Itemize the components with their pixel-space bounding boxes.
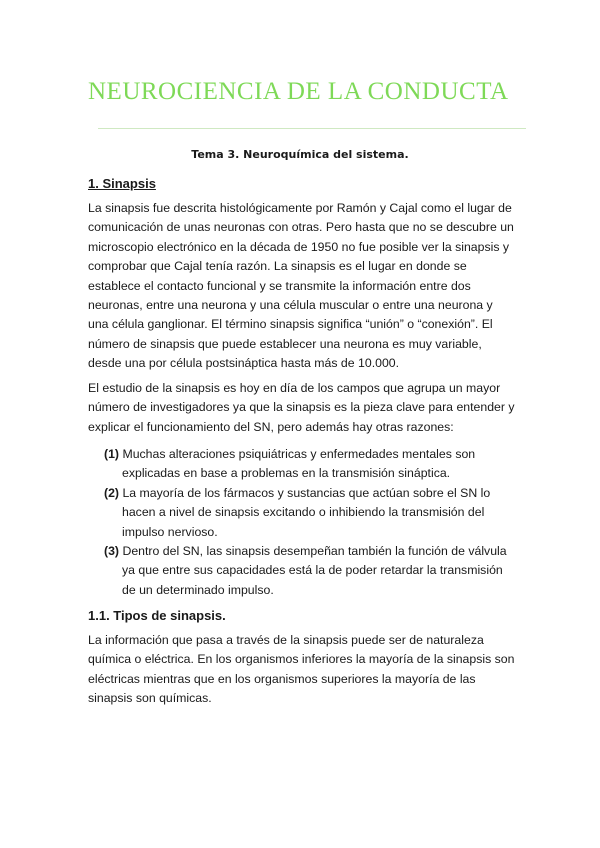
list-item xyxy=(104,542,516,600)
paragraph-types: La información que pasa a través de la sinapsis puede ser de naturaleza química o eléctrica. En los organismos inferiores la mayoría de la sinapsis son eléctricas mientras que en los organismos superiores la mayoría de las sinapsis son químicas. xyxy=(88,633,515,706)
list-item-number: (3) xyxy=(104,544,120,559)
paragraph-study: El estudio de la sinapsis es hoy en día de los campos que agrupa un mayor número de investigadores ya que la sinapsis es la pieza clave para entender y explicar el funcionamiento del SN, pero además hay otras razones: xyxy=(88,381,515,434)
document-title: NEUROCIENCIA DE LA CONDUCTA xyxy=(88,78,509,105)
subsection-heading-tipos: 1.1. Tipos de sinapsis. xyxy=(88,608,226,623)
list-item-number: (2) xyxy=(104,485,120,500)
section-heading-sinapsis: 1. Sinapsis xyxy=(88,176,156,191)
list-item-number: (1) xyxy=(104,447,120,461)
list-item-text: La mayoría de los fármacos y sustancias que actúan sobre el SN lo hacen a nivel de sinapsis excitando o inhibiendo la transmisión del impulso nervioso. xyxy=(122,485,491,539)
paragraph-intro: La sinapsis fue descrita histológicamente por Ramón y Cajal como el lugar de comunicación de unas neuronas con otras. Pero hasta que no se descubre un microscopio electrónico en la década de 1950 no fue posible ver la sinapsis y comprobar que Cajal tenía razón. La sinapsis es el lugar en donde se establece el contacto funcional y se transmite la información entre dos neuronas, entre una neurona y una célula muscular o entre una neurona y una célula ganglionar. El término sinapsis significa “unión” o “conexión”. El número de sinapsis que puede establecer una neurona es muy variable, desde una por célula postsináptica hasta más de 10.000. xyxy=(88,201,514,371)
title-divider xyxy=(98,128,526,129)
list-item xyxy=(104,445,516,484)
list-item xyxy=(104,484,516,542)
list-item-text: Muchas alteraciones psiquiátricas y enfermedades mentales son explicadas en base a problemas en la transmisión sináptica. xyxy=(122,447,476,481)
reasons-list xyxy=(104,445,516,600)
list-item-text: Dentro del SN, las sinapsis desempeñan también la función de válvula ya que entre sus capacidades está la de poder retardar la transmisión de un determinado impulso. xyxy=(122,544,507,597)
topic-subtitle: Tema 3. Neuroquímica del sistema. xyxy=(191,148,409,161)
